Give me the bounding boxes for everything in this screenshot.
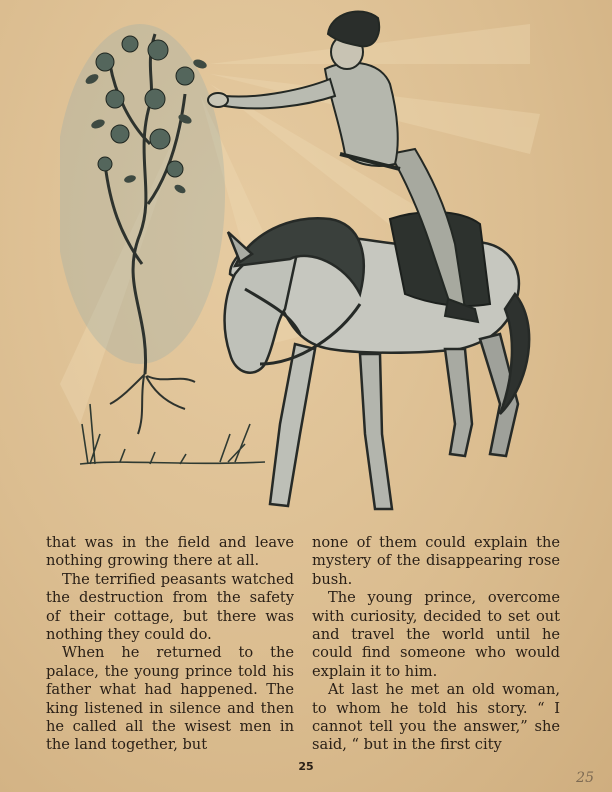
story-illustration xyxy=(60,4,560,530)
right-paragraph-3: At last he met an old woman, to whom he told his story. “ I cannot tell you the answer,” she said, “ but in the first city xyxy=(312,681,560,754)
handwritten-page-mark: 25 xyxy=(576,770,594,786)
rose-bush-shadow xyxy=(60,24,225,364)
right-paragraph-1: none of them could explain the mystery of the disappearing rose bush. xyxy=(312,534,560,588)
right-text-column xyxy=(312,534,560,755)
ground-weeds xyxy=(80,404,265,464)
left-text-column xyxy=(46,534,294,755)
left-paragraph-3: When he returned to the palace, the young prince told his father what had happened. The king listened in silence and then he called all the wisest men in the land together, but xyxy=(46,644,294,754)
left-paragraph-2: The terrified peasants watched the destruction from the safety of their cottage, but there was nothing they could do. xyxy=(46,570,294,644)
right-paragraph-2: The young prince, overcome with curiosity, decided to set out and travel the world until he could find someone who would explain it to him. xyxy=(312,589,560,680)
page-number: 25 xyxy=(298,760,314,773)
left-paragraph-1: that was in the field and leave nothing growing there at all. xyxy=(46,534,294,570)
